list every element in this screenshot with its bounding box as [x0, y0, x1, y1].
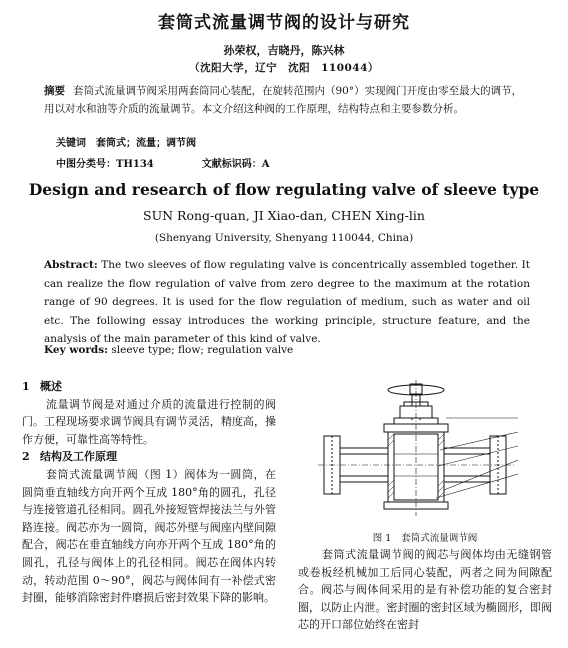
classification-line — [56, 155, 270, 170]
section-2-heading — [22, 448, 276, 466]
document-code: 文献标识码：A — [201, 159, 270, 170]
english-title: Design and research of flow regulating valve of sleeve type — [28, 180, 540, 199]
english-authors: SUN Rong-quan, JI Xiao-dan, CHEN Xing-lin — [143, 208, 425, 223]
english-abstract-label: Abstract: — [44, 259, 98, 271]
english-keywords — [44, 344, 293, 356]
chinese-abstract-text: 套筒式流量调节阀采用两套筒同心装配，在旋转范围内（90°）实现阀门开度由零至最大的调节，用以对水和油等介质的流量调节。本文介绍这种阀的工作原理，结构特点和主要参数分析。 — [44, 85, 523, 115]
chinese-keywords: 关键词 套筒式；流量；调节阀 — [56, 138, 196, 149]
figure-caption — [300, 530, 550, 544]
english-keywords-text: sleeve type; flow; regulation valve — [108, 344, 294, 356]
chinese-affiliation: （沈阳大学，辽宁 沈阳 110044） — [189, 62, 379, 74]
section-1-paragraph: 流量调节阀是对通过介质的流量进行控制的阀门。工程现场要求调节阀具有调节灵活，精度高，操作方便，可靠性高等特性。 — [22, 397, 276, 446]
left-column — [22, 378, 276, 607]
section-1-heading — [22, 378, 276, 396]
section-1-number: 1 — [22, 380, 30, 393]
section-2-number: 2 — [22, 450, 30, 464]
chinese-authors: 孙荣权，吉晓丹，陈兴林 — [223, 44, 345, 57]
english-affiliation: (Shenyang University, Shenyang 110044, China) — [154, 232, 414, 244]
english-abstract-text: The two sleeves of flow regulating valve is concentrically assembled together. It can realize the flow regulation of valve from zero degree to the maximum at the rotation range of 90 degrees. It is used for the flow regulation of medium, such as water and oil etc. The following essay introduces the working principle, structure feature, and the analysis of the main parameter of this kind of valve. — [44, 259, 530, 345]
chinese-abstract-label: 摘要 — [44, 85, 65, 97]
chinese-abstract — [44, 82, 528, 118]
figure-caption-text: 套筒式流量调节阀 — [401, 533, 478, 544]
right-column — [298, 546, 552, 634]
figure-number: 图 1 — [372, 533, 392, 544]
valve-drawing — [318, 380, 544, 518]
section-1-title: 概述 — [40, 380, 62, 393]
class-number: 中图分类号：TH134 — [56, 159, 154, 170]
english-abstract — [44, 256, 530, 349]
section-2-title: 结构及工作原理 — [40, 450, 117, 464]
english-keywords-label: Key words: — [44, 344, 109, 356]
section-2-paragraph: 套筒式流量调节阀（图 1）阀体为一圆筒，在圆筒垂直轴线方向开两个互成 180°角的圆孔，孔径与连接管道孔径相同。圆孔外接短管焊接法兰与外管路连接。阀芯亦为一圆筒，阀芯外壁与阀座内壁间隙配合，阀芯在垂直轴线方向亦开两个互成 180°角的圆孔，孔径与阀体上的孔径相同。阀芯在阀体内转动，转动范围 0～90°，阀芯与阀体间有一补偿式密封圈，能够消除密封件磨损后密封效果下降的影响。 — [22, 467, 276, 605]
right-column-paragraph: 套筒式流量调节阀的阀芯与阀体均由无缝钢管或卷板经机械加工后同心装配，两者之间为间隙配合。阀芯与阀体间采用的是有补偿功能的复合密封圈，以防止内泄。密封圈的密封区域为椭圆形，即阀芯的开口部位始终在密封 — [298, 548, 552, 632]
chinese-title: 套筒式流量调节阀的设计与研究 — [158, 13, 410, 33]
